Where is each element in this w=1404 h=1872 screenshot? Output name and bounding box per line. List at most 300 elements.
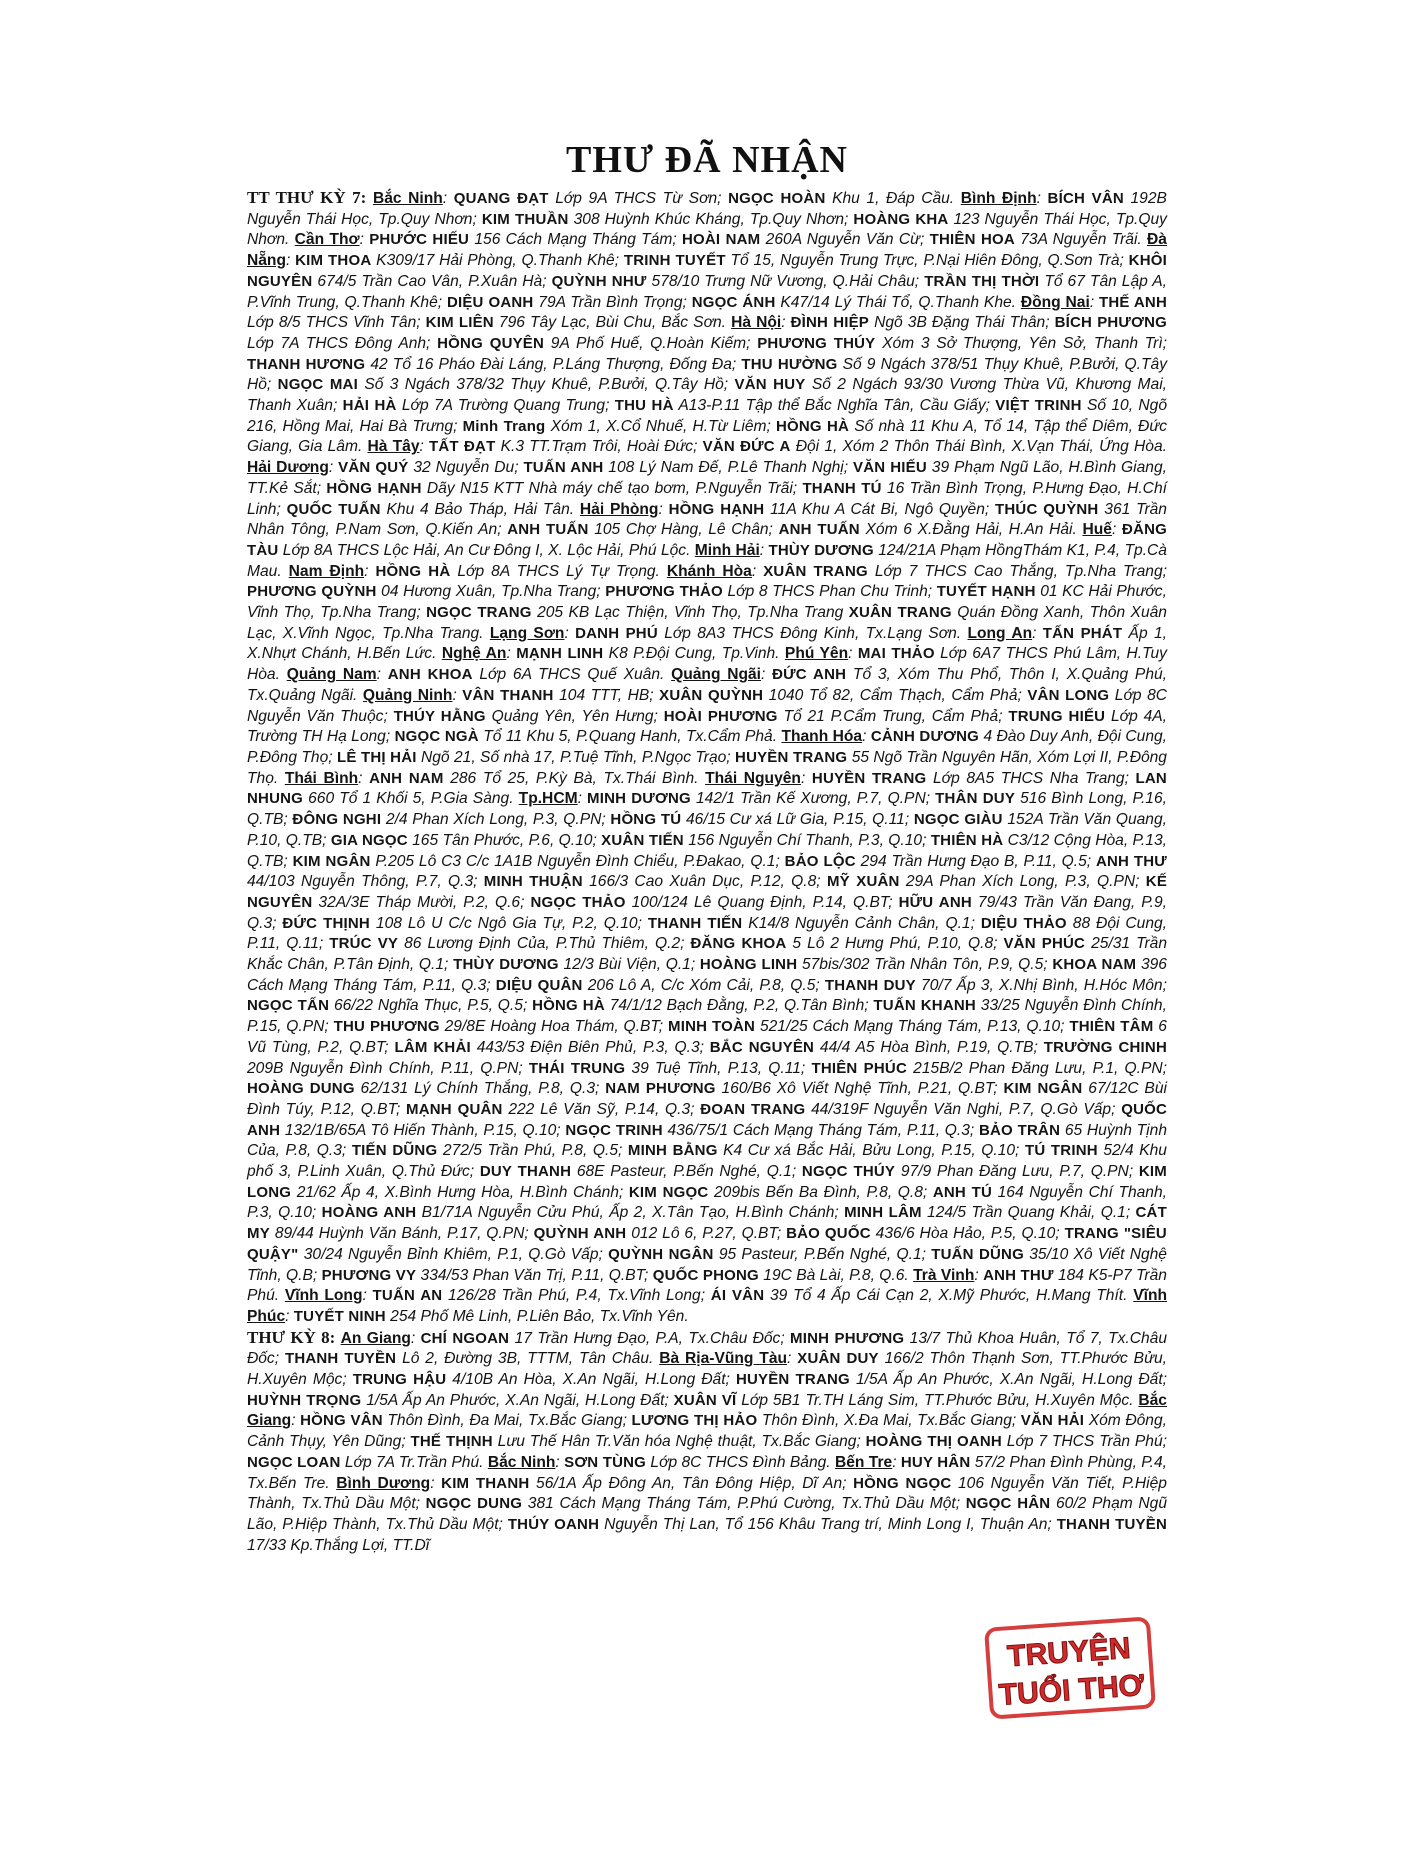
sender-address: 578/10 Trưng Nữ Vương, Q.Hải Châu; <box>651 272 920 290</box>
sender-address: Số 10, Ngõ 216, Hồng Mai, Hai Bà Trưng; <box>247 397 1168 435</box>
sender-address: 132/1B/65A Tô Hiến Thành, P.15, Q.10; <box>284 1121 561 1139</box>
sender-address: Xóm 1, X.Cổ Nhuế, H.Từ Liêm; <box>550 417 771 435</box>
sender-address: 2/4 Phan Xích Long, P.3, Q.PN; <box>385 811 606 829</box>
region-label: Bình Định <box>960 190 1037 207</box>
region-label: Quảng Nam <box>286 666 377 684</box>
sender-address: 516 Bình Long, P.16, Q.TB; <box>247 790 1167 829</box>
sender-name: BẮC NGUYÊN <box>709 1038 815 1056</box>
sender-name: MINH DƯƠNG <box>587 790 691 808</box>
sender-name: NGỌC GIÀU <box>913 811 1003 829</box>
sender-name: KẾ NGUYÊN <box>247 873 1168 911</box>
sender-address: 60/2 Phạm Ngũ Lão, P.Hiệp Thành, Tx.Thủ Dầu Một; <box>247 1495 1168 1533</box>
sender-address: Khu 4 Bảo Tháp, Hải Tân. <box>386 500 575 518</box>
region-label: An Giang <box>340 1329 411 1347</box>
sender-address: 39 Phạm Ngũ Lão, H.Bình Giang, TT.Kẻ Sắt; <box>247 459 1167 497</box>
sender-name: HỮU ANH <box>898 893 972 911</box>
sender-name: NGỌC HÂN <box>965 1495 1051 1513</box>
sender-address: 124/5 Trần Quang Khải, Q.1; <box>927 1204 1131 1222</box>
sender-address: 308 Huỳnh Khúc Kháng, Tp.Quy Nhơn; <box>573 210 849 228</box>
sender-address: Lớp 7A Tr.Trần Phú. <box>344 1453 484 1471</box>
sender-name: BẢO TRÂN <box>978 1121 1061 1139</box>
region-label: Lạng Sơn <box>489 624 565 642</box>
sender-address: 206 Lô A, C/c Xóm Cải, P.8, Q.5; <box>587 976 820 994</box>
sender-name: ANH THƯ <box>983 1266 1054 1284</box>
sender-name: MINH PHƯƠNG <box>790 1329 905 1347</box>
region-label: Hà Nội <box>731 314 782 332</box>
sender-address: 56/1A Ấp Đông An, Tân Đông Hiệp, Dĩ An; <box>536 1474 847 1492</box>
sender-name: KIM LONG <box>247 1163 1167 1201</box>
sender-address: K47/14 Lý Thái Tổ, Q.Thanh Khe. <box>780 293 1017 311</box>
sender-name: KIM THOA <box>295 252 372 270</box>
sender-name: TẤN PHÁT <box>1042 624 1123 642</box>
region-label: Hải Dương <box>247 459 329 477</box>
region-label: Minh Hải <box>694 541 760 559</box>
sender-address: 79A Trần Bình Trọng; <box>538 293 687 311</box>
sender-address: Quán Đồng Xanh, Thôn Xuân Lạc, X.Vĩnh Ngọc, Tp.Nha Trang. <box>247 604 1167 642</box>
sender-address: K309/17 Hải Phòng, Q.Thanh Khê; <box>376 252 620 270</box>
sender-name: MAI THẢO <box>857 645 935 663</box>
sender-name: NGỌC THẢO <box>530 893 626 911</box>
sender-name: ANH TUẤN <box>778 521 860 539</box>
sender-address: 260A Nguyễn Văn Cừ; <box>765 231 925 249</box>
sender-address: Lớp 8 THCS Phan Chu Trinh; <box>727 583 933 601</box>
sender-address: 254 Phố Mê Linh, P.Liên Bảo, Tx.Vĩnh Yên. <box>390 1307 689 1325</box>
sender-address: K4 Cư xá Bắc Hải, Bửu Long, P.15, Q.10; <box>723 1142 1020 1160</box>
sender-name: LAN NHUNG <box>247 769 1167 808</box>
sender-address: 35/10 Xô Viết Nghệ Tĩnh, Q.B; <box>247 1245 1167 1284</box>
sender-address: 215B/2 Phan Đăng Lưu, P.1, Q.PN; <box>913 1059 1167 1077</box>
sender-address: Lớp 7A Trường Quang Trung; <box>401 397 610 415</box>
sender-name: TUYẾT NINH <box>293 1307 386 1325</box>
sender-name: KIM LIÊN <box>425 314 494 332</box>
sender-address: Tổ 3, Xóm Thu Phổ, Thôn I, X.Quảng Phú, Tx.Quảng Ngãi. <box>247 666 1167 704</box>
sender-name: TRƯỜNG CHINH <box>1043 1038 1167 1056</box>
region-label: Thanh Hóa <box>781 728 863 746</box>
sender-name: ANH NAM <box>369 769 444 787</box>
sender-name: TRÚC VY <box>329 935 399 953</box>
region-label: Nghệ An <box>441 645 507 663</box>
sender-address: Đội 1, Xóm 2 Thôn Thái Bình, X.Vạn Thái, Ứng Hòa. <box>795 438 1167 456</box>
sender-address: 97/9 Phan Đăng Lưu, P.7, Q.PN; <box>900 1163 1134 1181</box>
sender-address: 160/B6 Xô Viết Nghệ Tĩnh, P.21, Q.BT; <box>721 1080 998 1098</box>
sender-address: Ấp 1, X.Nhựt Chánh, H.Bến Lức. <box>247 624 1167 663</box>
page-title: THƯ ĐÃ NHẬN <box>566 139 848 181</box>
region-label: Tp.HCM <box>518 790 578 808</box>
sender-address: Ngõ 21, Số nhà 17, P.Tuệ Tĩnh, P.Ngọc Trạo; <box>421 748 731 766</box>
sender-name: LÊ THỊ HẢI <box>336 748 417 766</box>
sender-name: THANH TUYỀN <box>284 1350 397 1368</box>
sender-address: 32A/3E Tháp Mười, P.2, Q.6; <box>318 893 525 911</box>
sender-address: 209B Nguyễn Đình Chính, P.11, Q.PN; <box>247 1059 523 1077</box>
letters-list <box>237 188 1177 1556</box>
region-label: Khánh Hòa <box>666 562 752 580</box>
sender-address: 100/124 Lê Quang Định, P.14, Q.BT; <box>631 893 893 911</box>
sender-name: XUÂN DUY <box>797 1350 879 1368</box>
sender-name: XUÂN QUỲNH <box>659 686 764 704</box>
sender-address: 25/31 Trần Khắc Chân, P.Tân Định, Q.1; <box>247 935 1167 974</box>
sender-name: QUỲNH NHƯ <box>551 272 647 290</box>
sender-address: 70/7 Ấp 3, X.Nhị Bình, H.Hóc Môn; <box>921 976 1167 994</box>
region-label: Quảng Ninh <box>362 686 453 704</box>
sender-name: ĐOAN TRANG <box>700 1100 806 1118</box>
sender-name: TẤT ĐẠT <box>429 438 496 456</box>
sender-address: 660 Tổ 1 Khối 5, P.Gia Sàng. <box>308 790 514 808</box>
sender-name: NGỌC TẤN <box>247 997 330 1015</box>
section-heading: TT THƯ KỲ 7: <box>247 188 367 207</box>
sender-address: 52/4 Khu phố 3, P.Linh Xuân, Q.Thủ Đức; <box>247 1142 1167 1181</box>
region-label: Vĩnh Long <box>284 1287 363 1305</box>
sender-name: BẢO LỘC <box>784 852 856 870</box>
sender-address: 521/25 Cách Mạng Tháng Tám, P.13, Q.10; <box>759 1018 1065 1036</box>
sender-address: 106 Nguyễn Văn Tiết, P.Hiệp Thành, Tx.Thủ Dầu Một; <box>247 1474 1167 1513</box>
sender-name: TUẤN DŨNG <box>931 1245 1024 1263</box>
sender-name: NGỌC THÚY <box>801 1163 896 1181</box>
sender-name: ANH TUẤN <box>507 521 589 539</box>
sender-name: KHOA NAM <box>1052 956 1137 974</box>
sender-name: MINH LÂM <box>844 1204 922 1222</box>
sender-address: 21/62 Ấp 4, X.Bình Hưng Hòa, H.Bình Chánh; <box>296 1183 624 1201</box>
sender-address: 105 Chợ Hàng, Lê Chân; <box>594 521 773 539</box>
sender-address: Số 9 Ngách 378/51 Thụy Khuê, P.Bưởi, Q.Tây Hồ; <box>247 355 1167 394</box>
sender-address: 104 TTT, HB; <box>559 686 654 704</box>
sender-address: Tổ 11 Khu 5, P.Quang Hanh, Tx.Cẩm Phả. <box>483 728 778 746</box>
sender-name: HẢI HÀ <box>342 397 397 415</box>
sender-address: 17/33 Kp.Thắng Lợi, TT.Dĩ <box>247 1536 430 1554</box>
sender-address: Nguyễn Thị Lan, Tổ 156 Khâu Trang trí, Minh Long I, Thuận An; <box>604 1516 1052 1533</box>
sender-name: BẢO QUỐC <box>786 1225 871 1243</box>
sender-address: 74/1/12 Bạch Đằng, P.2, Q.Tân Bình; <box>609 997 869 1015</box>
sender-name: THÙY DƯƠNG <box>768 541 874 559</box>
sender-name: BÍCH PHƯƠNG <box>1054 314 1167 332</box>
sender-name: MINH THUẬN <box>483 873 583 891</box>
sender-name: KIM THUẦN <box>481 210 569 228</box>
region-label: Long An <box>967 624 1033 642</box>
sender-name: NGỌC TRINH <box>565 1121 663 1139</box>
region-label: Nam Định <box>288 562 365 580</box>
sender-name: THIÊN PHÚC <box>811 1059 907 1077</box>
sender-address: Lô 2, Đường 3B, TTTM, Tân Châu. <box>402 1350 654 1368</box>
sender-name: HUYỀN TRANG <box>735 1371 850 1389</box>
sender-address: 1040 Tổ 82, Cẩm Thạch, Cẩm Phả; <box>768 686 1022 704</box>
region-label: Thái Bình <box>284 769 359 787</box>
sender-name: THIÊN HÀ <box>930 831 1004 849</box>
sender-name: QUANG ĐẠT <box>453 190 549 207</box>
sender-address: 272/5 Trần Phú, P.8, Q.5; <box>442 1142 623 1160</box>
sender-address: Lớp 8C THCS Đình Bảng. <box>650 1453 831 1471</box>
sender-name: HOÀNG THỊ OANH <box>865 1433 1002 1451</box>
sender-name: XUÂN TIẾN <box>601 831 684 849</box>
sender-address: 55 Ngõ Trần Nguyên Hãn, Xóm Lợi II, P.Đông Thọ. <box>247 748 1167 787</box>
sender-address: 44/103 Nguyễn Thông, P.7, Q.3; <box>247 873 478 891</box>
sender-name: TRẦN THỊ THỜI <box>924 272 1040 290</box>
sender-address: Ngõ 3B Đặng Thái Thân; <box>874 314 1050 332</box>
sender-address: 29/8E Hoàng Hoa Thám, Q.BT; <box>444 1018 664 1036</box>
sender-name: ANH TÚ <box>932 1183 992 1201</box>
sender-address: 32 Nguyễn Du; <box>413 459 519 477</box>
sender-name: Minh Trang <box>462 417 546 435</box>
sender-address: 126/28 Trần Phú, P.4, Tx.Vĩnh Long; <box>448 1287 706 1305</box>
sender-address: Xóm 3 Sở Thượng, Yên Sở, Thanh Trì; <box>882 334 1167 352</box>
sender-address: 796 Tây Lạc, Bùi Chu, Bắc Sơn. <box>498 314 727 332</box>
sender-address: Lớp 6A7 THCS Phú Lâm, H.Tuy Hòa. <box>247 645 1167 684</box>
sender-address: Số 2 Ngách 93/30 Vương Thừa Vũ, Khương Mai, Thanh Xuân; <box>247 376 1168 415</box>
sender-name: HỒNG HÀ <box>532 997 605 1015</box>
sender-name: ĐÌNH HIỆP <box>790 314 870 332</box>
sender-name: TUẤN ANH <box>523 459 604 477</box>
sender-name: THÚC QUỲNH <box>995 500 1099 518</box>
sender-address: Lớp 7A THCS Đông Anh; <box>247 334 431 352</box>
sender-address: 12/3 Bùi Viện, Q.1; <box>563 956 696 974</box>
sender-name: HỒNG VÂN <box>300 1412 383 1430</box>
sender-address: 79/43 Trần Văn Đang, P.9, Q.3; <box>247 893 1167 932</box>
sender-address: Thôn Đình, Đa Mai, Tx.Bắc Giang; <box>387 1412 627 1430</box>
sender-name: HỒNG TÚ <box>610 811 682 829</box>
sender-name: PHƯƠNG THÚY <box>757 334 876 352</box>
region-label: Trà Vinh <box>913 1266 975 1284</box>
sender-name: THANH TUYỀN <box>1056 1516 1167 1533</box>
sender-address: Lớp 8C Nguyễn Văn Thuộc; <box>247 686 1168 725</box>
sender-address: Lớp 6A THCS Quế Xuân. <box>479 666 665 684</box>
sender-name: NAM PHƯƠNG <box>605 1080 716 1098</box>
sender-address: 166/3 Cao Xuân Dục, P.12, Q.8; <box>589 873 821 891</box>
sender-name: TRANG "SIÊU QUẬY" <box>247 1225 1167 1263</box>
sender-address: 9A Phố Huế, Q.Hoàn Kiếm; <box>550 334 751 352</box>
letters-page <box>237 128 1177 1768</box>
sender-name: TUYẾT HẠNH <box>936 583 1036 601</box>
sender-address: 95 Pasteur, P.Bến Nghé, Q.1; <box>718 1245 926 1263</box>
sender-address: Xóm 6 X.Đằng Hải, H.An Hải. <box>865 521 1077 539</box>
sender-address: Khu 1, Đáp Cầu. <box>832 190 955 207</box>
sender-name: TIẾN DŨNG <box>351 1142 438 1160</box>
sender-address: 62/131 Lý Chính Thắng, P.8, Q.3; <box>360 1080 600 1098</box>
sender-address: 1/5A Ấp An Phước, X.An Ngãi, H.Long Đất; <box>855 1371 1167 1389</box>
sender-address: 30/24 Nguyễn Bỉnh Khiêm, P.1, Q.Gò Vấp; <box>303 1245 603 1263</box>
sender-address: 381 Cách Mạng Tháng Tám, P.Phú Cường, Tx.Thủ Dầu Một; <box>527 1495 961 1513</box>
sender-name: XUÂN VĨ <box>673 1391 737 1409</box>
sender-name: HOÀI PHƯƠNG <box>663 707 778 725</box>
sender-address: 13/7 Thủ Khoa Huân, Tổ 7, Tx.Châu Đốc; <box>247 1329 1168 1368</box>
sender-name: HỒNG HÀ <box>776 417 850 435</box>
sender-address: 04 Hương Xuân, Tp.Nha Trang; <box>381 583 601 601</box>
sender-name: VĂN ĐỨC A <box>702 438 791 456</box>
sender-address: 4 Đào Duy Anh, Đội Cung, P.Đông Thọ; <box>247 728 1167 766</box>
sender-address: A13-P.11 Tập thể Bắc Nghĩa Tân, Cầu Giấy; <box>678 397 990 415</box>
sender-name: TÚ TRINH <box>1024 1142 1098 1160</box>
sender-address: 19C Bà Lài, P.8, Q.6. <box>763 1266 909 1284</box>
sender-address: 436/6 Hòa Hảo, P.5, Q.10; <box>875 1225 1060 1243</box>
sender-name: ĐÔNG NGHI <box>292 811 382 829</box>
sender-name: THIÊN TÂM <box>1069 1018 1154 1036</box>
sender-name: NGỌC ÁNH <box>691 293 776 311</box>
sender-name: DANH PHÚ <box>575 624 658 642</box>
region-label: Đà Nẵng <box>247 231 1167 270</box>
sender-address: Thôn Đình, X.Đa Mai, Tx.Bắc Giang; <box>761 1412 1017 1430</box>
sender-address: 334/53 Phan Văn Trị, P.11, Q.BT; <box>420 1266 649 1284</box>
sender-address: 65 Huỳnh Tịnh Của, P.8, Q.3; <box>247 1121 1167 1160</box>
sender-name: NGỌC MAI <box>277 376 358 394</box>
sender-name: BÍCH VÂN <box>1047 190 1124 207</box>
sender-name: ĐĂNG KHOA <box>690 935 787 953</box>
sender-name: TRUNG HẬU <box>352 1371 447 1389</box>
sender-name: THU HƯỜNG <box>741 355 838 373</box>
sender-address: Lớp 8A THCS Lý Tự Trọng. <box>457 562 660 580</box>
sender-name: QUỐC TUẤN <box>286 500 381 518</box>
sender-name: HỒNG HÀ <box>375 562 451 580</box>
sender-address: 1/5A Ấp An Phước, X.An Ngãi, H.Long Đất; <box>366 1391 669 1409</box>
sender-address: 73A Nguyễn Trãi. <box>1020 231 1142 249</box>
sender-address: Lớp 7 THCS Trần Phú; <box>1006 1433 1167 1451</box>
sender-name: THANH TÚ <box>802 479 882 497</box>
sender-address: 396 Cách Mạng Tháng Tám, P.11, Q.3; <box>247 956 1167 994</box>
sender-name: VIỆT TRINH <box>995 397 1082 415</box>
sender-address: Lớp 8A3 THCS Đông Kinh, Tx.Lạng Sơn. <box>664 624 962 642</box>
region-label: Thái Nguyên <box>705 769 801 787</box>
sender-name: PHƯƠNG QUỲNH <box>247 583 377 601</box>
sender-name: THANH HƯƠNG <box>247 355 366 373</box>
sender-address: Tổ 67 Tân Lập A, P.Vĩnh Trung, Q.Thanh Khê; <box>247 272 1168 311</box>
sender-name: MINH BẰNG <box>627 1142 718 1160</box>
sender-address: 205 KB Lạc Thiện, Vĩnh Thọ, Tp.Nha Trang <box>537 604 844 622</box>
sender-name: HUYỀN TRANG <box>811 769 927 787</box>
sender-name: LÂM KHẢI <box>394 1038 471 1056</box>
sender-name: THÂN DUY <box>935 790 1016 808</box>
sender-name: HOÀNG ANH <box>321 1204 417 1222</box>
sender-address: Số 3 Ngách 378/32 Thụy Khuê, P.Bưởi, Q.Tây Hồ; <box>364 376 729 394</box>
sender-name: MỸ XUÂN <box>826 873 900 891</box>
sender-name: LƯƠNG THỊ HẢO <box>631 1412 758 1430</box>
sender-address: 156 Cách Mạng Tháng Tám; <box>474 231 677 249</box>
sender-name: PHƯỚC HIẾU <box>369 231 470 249</box>
sender-name: HỒNG HẠNH <box>326 479 422 497</box>
sender-name: MẠNH QUÂN <box>406 1100 503 1118</box>
sender-name: HUYỀN TRANG <box>735 748 848 766</box>
sender-address: 44/4 A5 Hòa Bình, P.19, Q.TB; <box>819 1038 1038 1056</box>
sender-address: 164 Nguyễn Chí Thanh, P.3, Q.10; <box>247 1183 1167 1222</box>
sender-name: HỒNG QUYÊN <box>437 334 545 352</box>
section-heading: THƯ KỲ 8: <box>247 1327 336 1347</box>
sender-address: Tổ 21 P.Cẩm Trung, Cẩm Phả; <box>783 707 1003 725</box>
sender-name: PHƯƠNG VY <box>321 1266 417 1284</box>
region-label: Hải Phòng <box>579 500 659 518</box>
sender-address: 17 Trần Hưng Đạo, P.A, Tx.Châu Đốc; <box>514 1329 785 1347</box>
sender-name: HOÀNG LINH <box>699 956 798 974</box>
sender-address: Lớp 7 THCS Cao Thắng, Tp.Nha Trang; <box>874 562 1167 580</box>
region-label: Bắc Ninh <box>487 1453 556 1471</box>
sender-name: ĐỨC ANH <box>772 666 847 684</box>
sender-address: 46/15 Cư xá Lữ Gia, P.15, Q.11; <box>685 811 910 829</box>
sender-address: 6 Vũ Tùng, P.2, Q.BT; <box>247 1018 1167 1056</box>
sender-name: QUỐC ANH <box>247 1100 1168 1139</box>
sender-name: HỒNG HẠNH <box>668 500 765 518</box>
sender-address: 012 Lô 6, P.27, Q.BT; <box>631 1225 782 1243</box>
sender-name: PHƯƠNG THẢO <box>605 583 723 601</box>
sender-name: DIỆU OANH <box>446 293 534 311</box>
sender-address: Quảng Yên, Yên Hưng; <box>491 707 658 725</box>
region-label: Cần Thơ <box>294 231 360 249</box>
sender-name: HOÀNG DUNG <box>247 1080 355 1098</box>
sender-name: THÚY HẰNG <box>393 707 486 725</box>
sender-address: 156 Nguyễn Chí Thanh, P.3, Q.10; <box>688 831 927 849</box>
region-label: Bắc Giang <box>247 1391 1167 1430</box>
sender-address: 68E Pasteur, P.Bến Nghé, Q.1; <box>576 1163 797 1181</box>
letters-section: TT THƯ KỲ 7: Bắc Ninh: QUANG ĐẠT Lớp 9A THCS Từ Sơn; NGỌC HOÀN Khu 1, Đáp Cầu. Bình Định: BÍCH VÂN 192B Nguyễn Thái Học, Tp.Quy Nhơn; KIM THUẦN 308 Huỳnh Khúc Kháng, Tp.Quy Nhơn; HOÀNG KHA 123 Nguyễn Thái Học, Tp.Quy Nhơn. Cần Thơ: PHƯỚC HIẾU 156 Cách Mạng Tháng Tám; HOÀI NAM 260A Nguyễn Văn Cừ; THIÊN HOA 73A Nguyễn Trãi. Đà Nẵng: KIM THOA K309/17 Hải Phòng, Q.Thanh Khê; TRINH TUYẾT Tổ 15, Nguyễn Trung Trực, P.Nại Hiên Đông, Q.Sơn Trà; KHÔI NGUYÊN 674/5 Trần Cao Vân, P.Xuân Hà; QUỲNH NHƯ 578/10 Trưng Nữ Vương, Q.Hải Châu; TRẦN THỊ THỜI Tổ 67 Tân Lập A, P.Vĩnh Trung, Q.Thanh Khê; DIỆU OANH 79A Trần Bình Trọng; NGỌC ÁNH K47/14 Lý Thái Tổ, Q.Thanh Khe. Đồng Nai: THẾ ANH Lớp 8/5 THCS Vĩnh Tân; KIM LIÊN 796 Tây Lạc, Bùi Chu, Bắc Sơn. Hà Nội: ĐÌNH HIỆP Ngõ 3B Đặng Thái Thân; BÍCH PHƯƠNG Lớp 7A THCS Đông Anh; HỒNG QUYÊN 9A Phố Huế, Q.Hoàn Kiếm; PHƯƠNG THÚY Xóm 3 Sở Thượng, Yên Sở, Thanh Trì; THANH HƯƠNG 42 Tổ 16 Pháo Đài Láng, P.Láng Thượng, Đống Đa; THU HƯỜNG Số 9 Ngách 378/51 Thụy Khuê, P.Bưởi, Q.Tây Hồ; NGỌC MAI Số 3 Ngách 378/32 Thụy Khuê, P.Bưởi, Q.Tây Hồ; VĂN HUY Số 2 Ngách 93/30 Vương Thừa Vũ, Khương Mai, Thanh Xuân; HẢI HÀ Lớp 7A Trường Quang Trung; THU HÀ A13-P.11 Tập thể Bắc Nghĩa Tân, Cầu Giấy; VIỆT TRINH Số 10, Ngõ 216, Hồng Mai, Hai Bà Trưng; Minh Trang Xóm 1, X.Cổ Nhuế, H.Từ Liêm; HỒNG HÀ Số nhà 11 Khu A, Tổ 14, Tập thể Diêm, Đức Giang, Gia Lâm. Hà Tây: TẤT ĐẠT K.3 TT.Trạm Trôi, Hoài Đức; VĂN ĐỨC A Đội 1, Xóm 2 Thôn Thái Bình, X.Vạn Thái, Ứng Hòa. Hải Dương: VĂN QUÝ 32 Nguyễn Du; TUẤN ANH 108 Lý Nam Đế, P.Lê Thanh Nghị; VĂN HIẾU 39 Phạm Ngũ Lão, H.Bình Giang, TT.Kẻ Sắt; HỒNG HẠNH Dãy N15 KTT Nhà máy chế tạo bơm, P.Nguyễn Trãi; THANH TÚ 16 Trần Bình Trọng, P.Hưng Đạo, H.Chí Linh; QUỐC TUẤN Khu 4 Bảo Tháp, Hải Tân. Hải Phòng: HỒNG HẠNH 11A Khu A Cát Bi, Ngô Quyền; THÚC QUỲNH 361 Trần Nhân Tông, P.Nam Sơn, Q.Kiến An; ANH TUẤN 105 Chợ Hàng, Lê Chân; ANH TUẤN Xóm 6 X.Đằng Hải, H.An Hải. Huế: ĐĂNG TÀU Lớp 8A THCS Lộc Hải, An Cư Đông I, X. Lộc Hải, Phú Lộc. Minh Hải: THÙY DƯƠNG 124/21A Phạm HồngThám K1, P.4, Tp.Cà Mau. Nam Định: HỒNG HÀ Lớp 8A THCS Lý Tự Trọng. Khánh Hòa: XUÂN TRANG Lớp 7 THCS Cao Thắng, Tp.Nha Trang; PHƯƠNG QUỲNH 04 Hương Xuân, Tp.Nha Trang; PHƯƠNG THẢO Lớp 8 THCS Phan Chu Trinh; TUYẾT HẠNH 01 KC Hải Phước, Vĩnh Thọ, Tp.Nha Trang; NGỌC TRANG 205 KB Lạc Thiện, Vĩnh Thọ, Tp.Nha Trang XUÂN TRANG Quán Đồng Xanh, Thôn Xuân Lạc, X.Vĩnh Ngọc, Tp.Nha Trang. Lạng Sơn: DANH PHÚ Lớp 8A3 THCS Đông Kinh, Tx.Lạng Sơn. Long An: TẤN PHÁT Ấp 1, X.Nhựt Chánh, H.Bến Lức. Nghệ An: MẠNH LINH K8 P.Đội Cung, Tp.Vinh. Phú Yên: MAI THẢO Lớp 6A7 THCS Phú Lâm, H.Tuy Hòa. Quảng Nam: ANH KHOA Lớp 6A THCS Quế Xuân. Quảng Ngãi: ĐỨC ANH Tổ 3, Xóm Thu Phổ, Thôn I, X.Quảng Phú, Tx.Quảng Ngãi. Quảng Ninh: VÂN THANH 104 TTT, HB; XUÂN QUỲNH 1040 Tổ 82, Cẩm Thạch, Cẩm Phả; VÂN LONG Lớp 8C Nguyễn Văn Thuộc; THÚY HẰNG Quảng Yên, Yên Hưng; HOÀI PHƯƠNG Tổ 21 P.Cẩm Trung, Cẩm Phả; TRUNG HIẾU Lớp 4A, Trường TH Hạ Long; NGỌC NGÀ Tổ 11 Khu 5, P.Quang Hanh, Tx.Cẩm Phả. Thanh Hóa: CẢNH DƯƠNG 4 Đào Duy Anh, Đội Cung, P.Đông Thọ; LÊ THỊ HẢI Ngõ 21, Số nhà 17, P.Tuệ Tĩnh, P.Ngọc Trạo; HUYỀN TRANG 55 Ngõ Trần Nguyên Hãn, Xóm Lợi II, P.Đông Thọ. Thái Bình: ANH NAM 286 Tổ 25, P.Kỳ Bà, Tx.Thái Bình. Thái Nguyên: HUYỀN TRANG Lớp 8A5 THCS Nha Trang; LAN NHUNG 660 Tổ 1 Khối 5, P.Gia Sàng. Tp.HCM: MINH DƯƠNG 142/1 Trần Kế Xương, P.7, Q.PN; THÂN DUY 516 Bình Long, P.16, Q.TB; ĐÔNG NGHI 2/4 Phan Xích Long, P.3, Q.PN; HỒNG TÚ 46/15 Cư xá Lữ Gia, P.15, Q.11; NGỌC GIÀU 152A Trần Văn Quang, P.10, Q.TB; GIA NGỌC 165 Tân Phước, P.6, Q.10; XUÂN TIẾN 156 Nguyễn Chí Thanh, P.3, Q.10; THIÊN HÀ C3/12 Cộng Hòa, P.13, Q.TB; KIM NGÂN P.205 Lô C3 C/c 1A1B Nguyễn Đình Chiểu, P.Đakao, Q.1; BẢO LỘC 294 Trần Hưng Đạo B, P.11, Q.5; ANH THƯ 44/103 Nguyễn Thông, P.7, Q.3; MINH THUẬN 166/3 Cao Xuân Dục, P.12, Q.8; MỸ XUÂN 29A Phan Xích Long, P.3, Q.PN; KẾ NGUYÊN 32A/3E Tháp Mười, P.2, Q.6; NGỌC THẢO 100/124 Lê Quang Định, P.14, Q.BT; HỮU ANH 79/43 Trần Văn Đang, P.9, Q.3; ĐỨC THỊNH 108 Lô U C/c Ngô Gia Tự, P.2, Q.10; THANH TIẾN K14/8 Nguyễn Cảnh Chân, Q.1; DIỆU THẢO 88 Đội Cung, P.11, Q.11; TRÚC VY 86 Lương Định Của, P.Thủ Thiêm, Q.2; ĐĂNG KHOA 5 Lô 2 Hưng Phú, P.10, Q.8; VĂN PHÚC 25/31 Trần Khắc Chân, P.Tân Định, Q.1; THÙY DƯƠNG 12/3 Bùi Viện, Q.1; HOÀNG LINH 57bis/302 Trần Nhân Tôn, P.9, Q.5; KHOA NAM 396 Cách Mạng Tháng Tám, P.11, Q.3; DIỆU QUÂN 206 Lô A, C/c Xóm Cải, P.8, Q.5; THANH DUY 70/7 Ấp 3, X.Nhị Bình, H.Hóc Môn; NGỌC TẤN 66/22 Nghĩa Thục, P.5, Q.5; HỒNG HÀ 74/1/12 Bạch Đằng, P.2, Q.Tân Bình; TUẤN KHANH 33/25 Nguyễn Đình Chính, P.15, Q.PN; THU PHƯƠNG 29/8E Hoàng Hoa Thám, Q.BT; MINH TOÀN 521/25 Cách Mạng Tháng Tám, P.13, Q.10; THIÊN TÂM 6 Vũ Tùng, P.2, Q.BT; LÂM KHẢI 443/53 Điện Biên Phủ, P.3, Q.3; BẮC NGUYÊN 44/4 A5 Hòa Bình, P.19, Q.TB; TRƯỜNG CHINH 209B Nguyễn Đình Chính, P.11, Q.PN; THÁI TRUNG 39 Tuệ Tĩnh, P.13, Q.11; THIÊN PHÚC 215B/2 Phan Đăng Lưu, P.1, Q.PN; HOÀNG DUNG 62/131 Lý Chính Thắng, P.8, Q.3; NAM PHƯƠNG 160/B6 Xô Viết Nghệ Tĩnh, P.21, Q.BT; KIM NGÂN 67/12C Bùi Đình Túy, P.12, Q.BT; MẠNH QUÂN 222 Lê Văn Sỹ, P.14, Q.3; ĐOAN TRANG 44/319F Nguyễn Văn Nghi, P.7, Q.Gò Vấp; QUỐC ANH 132/1B/65A Tô Hiến Thành, P.15, Q.10; NGỌC TRINH 436/75/1 Cách Mạng Tháng Tám, P.11, Q.3; BẢO TRÂN 65 Huỳnh Tịnh Của, P.8, Q.3; TIẾN DŨNG 272/5 Trần Phú, P.8, Q.5; MINH BẰNG K4 Cư xá Bắc Hải, Bửu Long, P.15, Q.10; TÚ TRINH 52/4 Khu phố 3, P.Linh Xuân, Q.Thủ Đức; DUY THANH 68E Pasteur, P.Bến Nghé, Q.1; NGỌC THÚY 97/9 Phan Đăng Lưu, P.7, Q.PN; KIM LONG 21/62 Ấp 4, X.Bình Hưng Hòa, H.Bình Chánh; KIM NGỌC 209bis Bến Ba Đình, P.8, Q.8; ANH TÚ 164 Nguyễn Chí Thanh, P.3, Q.10; HOÀNG ANH B1/71A Nguyễn Cửu Phú, Ấp 2, X.Tân Tạo, H.Bình Chánh; MINH LÂM 124/5 Trần Quang Khải, Q.1; CÁT MY 89/44 Huỳnh Văn Bánh, P.17, Q.PN; QUỲNH ANH 012 Lô 6, P.27, Q.BT; BẢO QUỐC 436/6 Hòa Hảo, P.5, Q.10; TRANG "SIÊU QUẬY" 30/24 Nguyễn Bỉnh Khiêm, P.1, Q.Gò Vấp; QUỲNH NGÂN 95 Pasteur, P.Bến Nghé, Q.1; TUẤN DŨNG 35/10 Xô Viết Nghệ Tĩnh, Q.B; PHƯƠNG VY 334/53 Phan Văn Trị, P.11, Q.BT; QUỐC PHONG 19C Bà Lài, P.8, Q.6. Trà Vinh: ANH THƯ 184 K5-P7 Trần Phú. Vĩnh Long: TUẤN AN 126/28 Trần Phú, P.4, Tx.Vĩnh Long; ÁI VÂN 39 Tổ 4 Ấp Cái Cạn 2, X.Mỹ Phước, H.Mang Thít. Vĩnh Phúc: TUYẾT NINH 254 Phố Mê Linh, P.Liên Bảo, Tx.Vĩnh Yên. <box>247 188 1168 1325</box>
sender-name: THIÊN HOA <box>929 231 1015 249</box>
sender-address: Xóm Đông, Cảnh Thụy, Yên Dũng; <box>247 1412 1167 1451</box>
sender-address: Tổ 15, Nguyễn Trung Trực, P.Nại Hiên Đông, Q.Sơn Trà; <box>730 252 1124 270</box>
sender-name: VĂN HẢI <box>1020 1412 1085 1430</box>
sender-name: HUỲNH TRỌNG <box>247 1391 362 1409</box>
sender-name: HỒNG NGỌC <box>853 1474 952 1492</box>
sender-address: 5 Lô 2 Hưng Phú, P.10, Q.8; <box>792 935 998 953</box>
sender-address: K14/8 Nguyễn Cảnh Chân, Q.1; <box>748 914 975 932</box>
sender-name: CHÍ NGOAN <box>420 1329 510 1347</box>
sender-address: 16 Trần Bình Trọng, P.Hưng Đạo, H.Chí Linh; <box>247 479 1167 518</box>
sender-name: VĂN PHÚC <box>1003 935 1086 953</box>
sender-name: HOÀNG KHA <box>853 210 949 228</box>
sender-name: NGỌC TRANG <box>426 604 532 622</box>
sender-name: QUỐC PHONG <box>652 1266 759 1284</box>
region-label: Bến Tre <box>834 1453 893 1471</box>
sender-address: C3/12 Cộng Hòa, P.13, Q.TB; <box>247 831 1167 870</box>
sender-name: GIA NGỌC <box>330 831 408 849</box>
sender-name: THÙY DƯƠNG <box>453 956 559 974</box>
sender-name: THÚY OANH <box>507 1516 600 1533</box>
sender-address: 108 Lý Nam Đế, P.Lê Thanh Nghị; <box>608 459 849 477</box>
sender-address: K.3 TT.Trạm Trôi, Hoài Đức; <box>500 438 698 456</box>
sender-address: 123 Nguyễn Thái Học, Tp.Quy Nhơn. <box>247 210 1167 249</box>
sender-address: 443/53 Điện Biên Phủ, P.3, Q.3; <box>476 1038 704 1056</box>
sender-address: 4/10B An Hòa, X.An Ngãi, H.Long Đất; <box>452 1371 730 1389</box>
sender-address: 11A Khu A Cát Bi, Ngô Quyền; <box>770 500 990 518</box>
sender-address: Lớp 8A THCS Lộc Hải, An Cư Đông I, X. Lộc Hải, Phú Lộc. <box>282 541 691 559</box>
sender-address: 165 Tân Phước, P.6, Q.10; <box>412 831 597 849</box>
sender-name: TRUNG HIẾU <box>1008 707 1106 725</box>
sender-name: VĂN HUY <box>734 376 806 394</box>
sender-name: ĐỨC THỊNH <box>282 914 370 932</box>
sender-address: Lớp 9A THCS Từ Sơn; <box>555 190 722 207</box>
sender-address: P.205 Lô C3 C/c 1A1B Nguyễn Đình Chiểu, P.Đakao, Q.1; <box>375 852 780 870</box>
sender-address: 209bis Bến Ba Đình, P.8, Q.8; <box>714 1183 928 1201</box>
sender-address: Lớp 5B1 Tr.TH Láng Sim, TT.Phước Bửu, H.Xuyên Mộc. <box>741 1391 1134 1409</box>
sender-address: 674/5 Trần Cao Vân, P.Xuân Hà; <box>317 272 547 290</box>
sender-address: Lưu Thế Hân Tr.Văn hóa Nghệ thuật, Tx.Bắc Giang; <box>497 1433 861 1451</box>
sender-name: TRINH TUYẾT <box>623 252 726 270</box>
sender-address: 57/2 Phan Đình Phùng, P.4, Tx.Bến Tre. <box>247 1453 1167 1492</box>
region-label: Bắc Ninh <box>372 190 443 207</box>
sender-name: THẾ ANH <box>1098 293 1167 311</box>
sender-address: 01 KC Hải Phước, Vĩnh Thọ, Tp.Nha Trang; <box>247 583 1167 622</box>
sender-name: NGỌC DUNG <box>425 1495 523 1513</box>
sender-address: 142/1 Trần Kế Xương, P.7, Q.PN; <box>695 790 931 808</box>
sender-name: VĂN HIẾU <box>853 459 927 477</box>
sender-name: THANH TIẾN <box>647 914 743 932</box>
sender-name: NGỌC LOAN <box>247 1453 341 1471</box>
sender-name: THẾ THỊNH <box>410 1433 493 1451</box>
sender-name: HUY HÂN <box>900 1453 971 1471</box>
sender-address: Số nhà 11 Khu A, Tổ 14, Tập thể Diêm, Đức Giang, Gia Lâm. <box>247 417 1167 456</box>
sender-address: Lớp 4A, Trường TH Hạ Long; <box>247 707 1167 746</box>
sender-address: 42 Tổ 16 Pháo Đài Láng, P.Láng Thượng, Đống Đa; <box>370 355 737 373</box>
sender-name: TUẤN AN <box>372 1287 443 1305</box>
sender-address: 222 Lê Văn Sỹ, P.14, Q.3; <box>508 1100 695 1118</box>
sender-name: ANH THƯ <box>1095 852 1167 870</box>
sender-address: 88 Đội Cung, P.11, Q.11; <box>247 914 1168 953</box>
sender-name: HOÀI NAM <box>681 231 761 249</box>
sender-address: Lớp 8/5 THCS Vĩnh Tân; <box>247 314 421 332</box>
region-label: Hà Tây <box>367 438 420 456</box>
sender-name: THÁI TRUNG <box>528 1059 626 1077</box>
sender-address: 39 Tổ 4 Ấp Cái Cạn 2, X.Mỹ Phước, H.Mang Thít. <box>769 1287 1128 1305</box>
